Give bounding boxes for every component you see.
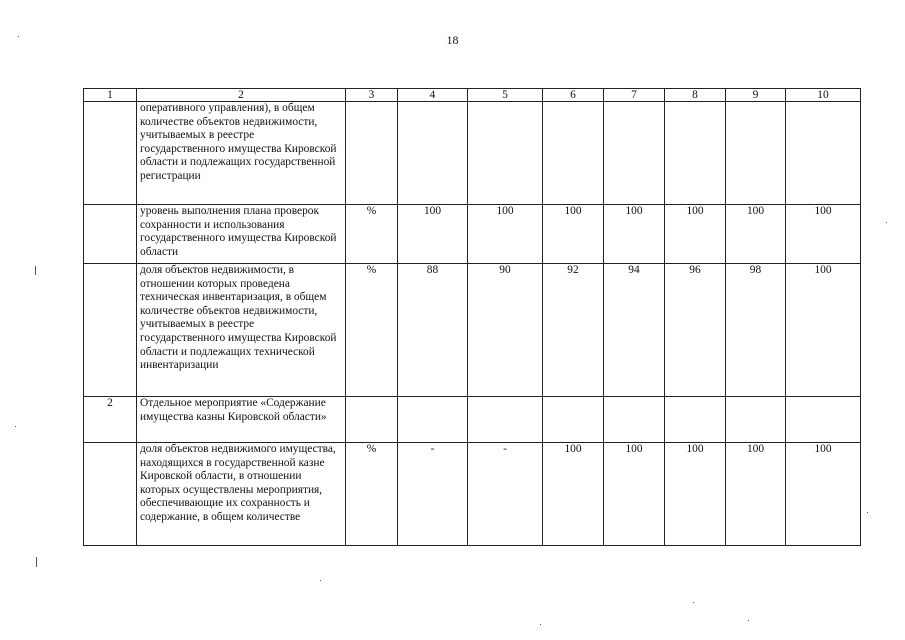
table-row [84,264,861,397]
value-cell [665,102,726,205]
header-cell: 3 [346,89,398,102]
header-cell: 6 [543,89,604,102]
value-cell: 100 [786,205,861,264]
scan-speck [320,580,321,581]
indicator-text: доля объектов недвижимого имущества, находящихся в государственной казне Кировской области, в отношении которых осуществлены мероприятия, обеспечивающие их сохранность и содержание, в общем количестве [137,443,346,546]
header-cell: 10 [786,89,861,102]
table-header-row [84,89,861,102]
row-number: 2 [84,397,137,443]
header-cell: 5 [468,89,543,102]
value-cell: 98 [726,264,786,397]
table-row [84,102,861,205]
value-cell: 96 [665,264,726,397]
header-cell: 8 [665,89,726,102]
value-cell [604,397,665,443]
row-number [84,264,137,397]
value-cell: 100 [786,443,861,546]
header-cell: 9 [726,89,786,102]
table-row [84,205,861,264]
value-cell [543,397,604,443]
value-cell [398,397,468,443]
value-cell [398,102,468,205]
value-cell [468,102,543,205]
value-cell [726,102,786,205]
value-cell: 92 [543,264,604,397]
unit-cell: % [346,264,398,397]
value-cell: 90 [468,264,543,397]
value-cell [468,397,543,443]
page-number: 18 [446,33,459,47]
value-cell [604,102,665,205]
scan-speck [693,602,694,603]
value-cell: 88 [398,264,468,397]
value-cell: 100 [468,205,543,264]
scan-speck [886,222,887,223]
value-cell [786,102,861,205]
value-cell [665,397,726,443]
unit-cell [346,397,398,443]
value-cell: - [468,443,543,546]
value-cell: 100 [543,205,604,264]
scan-speck [540,624,541,625]
header-cell: 4 [398,89,468,102]
value-cell [786,397,861,443]
indicators-table [83,88,861,546]
value-cell: 100 [398,205,468,264]
value-cell: 100 [665,443,726,546]
indicator-text: Отдельное мероприятие «Содержание имущества казны Кировской области» [137,397,346,443]
value-cell: - [398,443,468,546]
value-cell: 100 [665,205,726,264]
indicator-text: уровень выполнения плана проверок сохранности и использования государственного имущества Кировской области [137,205,346,264]
table-row [84,443,861,546]
scan-speck [18,36,19,37]
scan-speck [748,620,749,621]
value-cell: 94 [604,264,665,397]
header-cell: 2 [137,89,346,102]
indicator-text: оперативного управления), в общем количестве объектов недвижимости, учитываемых в реестре государственного имущества Кировской области и подлежащих государственной регистрации [137,102,346,205]
value-cell: 100 [726,205,786,264]
value-cell: 100 [726,443,786,546]
value-cell: 100 [543,443,604,546]
scan-speck [36,557,37,567]
table-row [84,397,861,443]
value-cell [543,102,604,205]
value-cell [726,397,786,443]
row-number [84,205,137,264]
row-number [84,102,137,205]
row-number [84,443,137,546]
scan-speck [35,266,36,275]
scan-speck [867,512,868,513]
header-cell: 1 [84,89,137,102]
value-cell: 100 [786,264,861,397]
indicator-text: доля объектов недвижимости, в отношении которых проведена техническая инвентаризация, в общем количестве объектов недвижимости, учитываемых в реестре государственного имущества Кировской области и подлежащих технической инвентаризации [137,264,346,397]
scan-speck [15,426,16,427]
value-cell: 100 [604,205,665,264]
unit-cell: % [346,443,398,546]
header-cell: 7 [604,89,665,102]
value-cell: 100 [604,443,665,546]
unit-cell [346,102,398,205]
unit-cell: % [346,205,398,264]
